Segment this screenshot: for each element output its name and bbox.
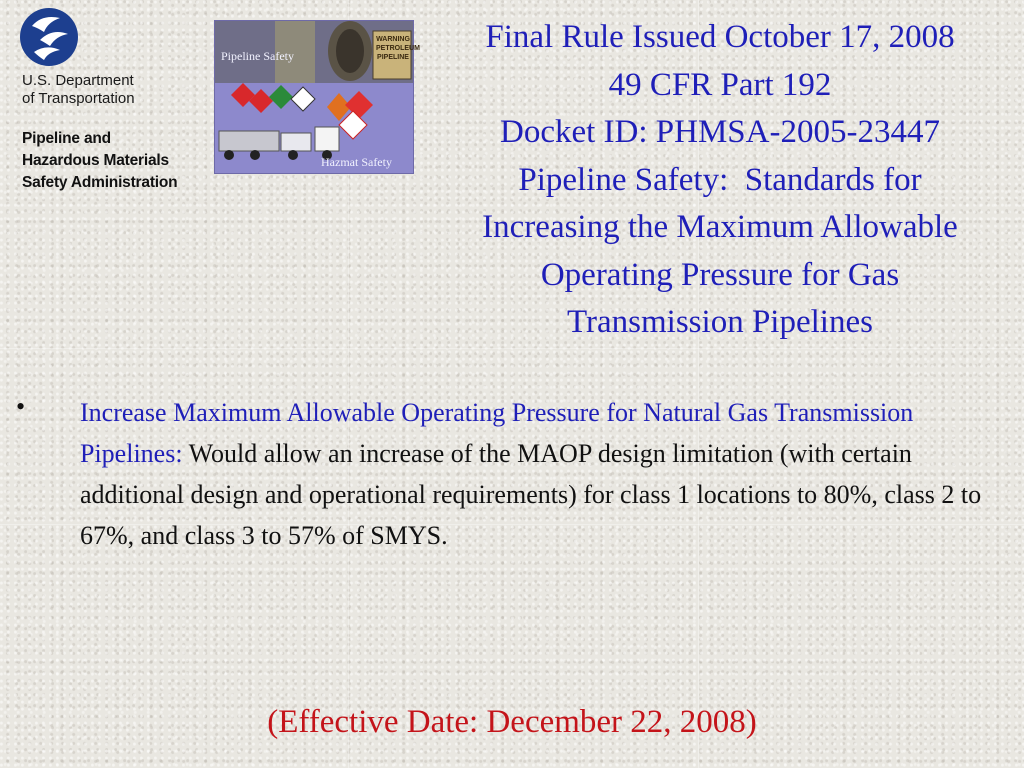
dot-logo [18, 6, 218, 191]
title-line: Docket ID: PHMSA-2005-23447 [500, 114, 940, 150]
department-name [22, 72, 135, 108]
agency-line: Pipeline and [22, 130, 111, 147]
effective-date: (Effective Date: December 22, 2008) [267, 704, 757, 740]
title-line: Increasing the Maximum Allowable [482, 209, 958, 245]
agency-line: Safety Administration [22, 174, 178, 191]
title-line: Pipeline Safety: Standards for [518, 161, 922, 198]
dot-seal-icon [18, 6, 80, 68]
department-line: U.S. Department [22, 72, 134, 89]
warning-sign-line: PIPELINE [377, 54, 409, 61]
pipeline-safety-label: Pipeline Safety [221, 49, 294, 63]
department-line: of Transportation [22, 90, 135, 107]
bullet-lead: Increase Maximum Allowable Operating Pressure for Natural Gas Transmission Pipelines: [80, 398, 914, 468]
title-line: Operating Pressure for Gas [540, 256, 900, 293]
warning-sign-line: PETROLEUM [376, 45, 420, 52]
agency-name [22, 128, 177, 194]
title-line: Transmission Pipelines [567, 304, 873, 340]
title-line: 49 CFR Part 192 [608, 66, 832, 103]
pipeline-hazmat-collage-image [214, 20, 420, 174]
warning-sign [376, 35, 420, 62]
background-texture-line [0, 348, 1024, 349]
warning-sign-line: WARNING [376, 36, 410, 43]
agency-line: Hazardous Materials [22, 152, 169, 169]
bullet-marker: • [16, 392, 26, 421]
bullet-body: Would allow an increase of the MAOP design limitation (with certain additional design and operational requirements) for class 1 locations to 80%, class 2 to 67%, and class 3 to 57% of SMYS. [80, 439, 982, 550]
title-line: Final Rule Issued October 17, 2008 [485, 19, 955, 55]
bullet-item [80, 392, 1020, 556]
slide-title [420, 14, 1020, 347]
hazmat-safety-label: Hazmat Safety [321, 155, 392, 169]
